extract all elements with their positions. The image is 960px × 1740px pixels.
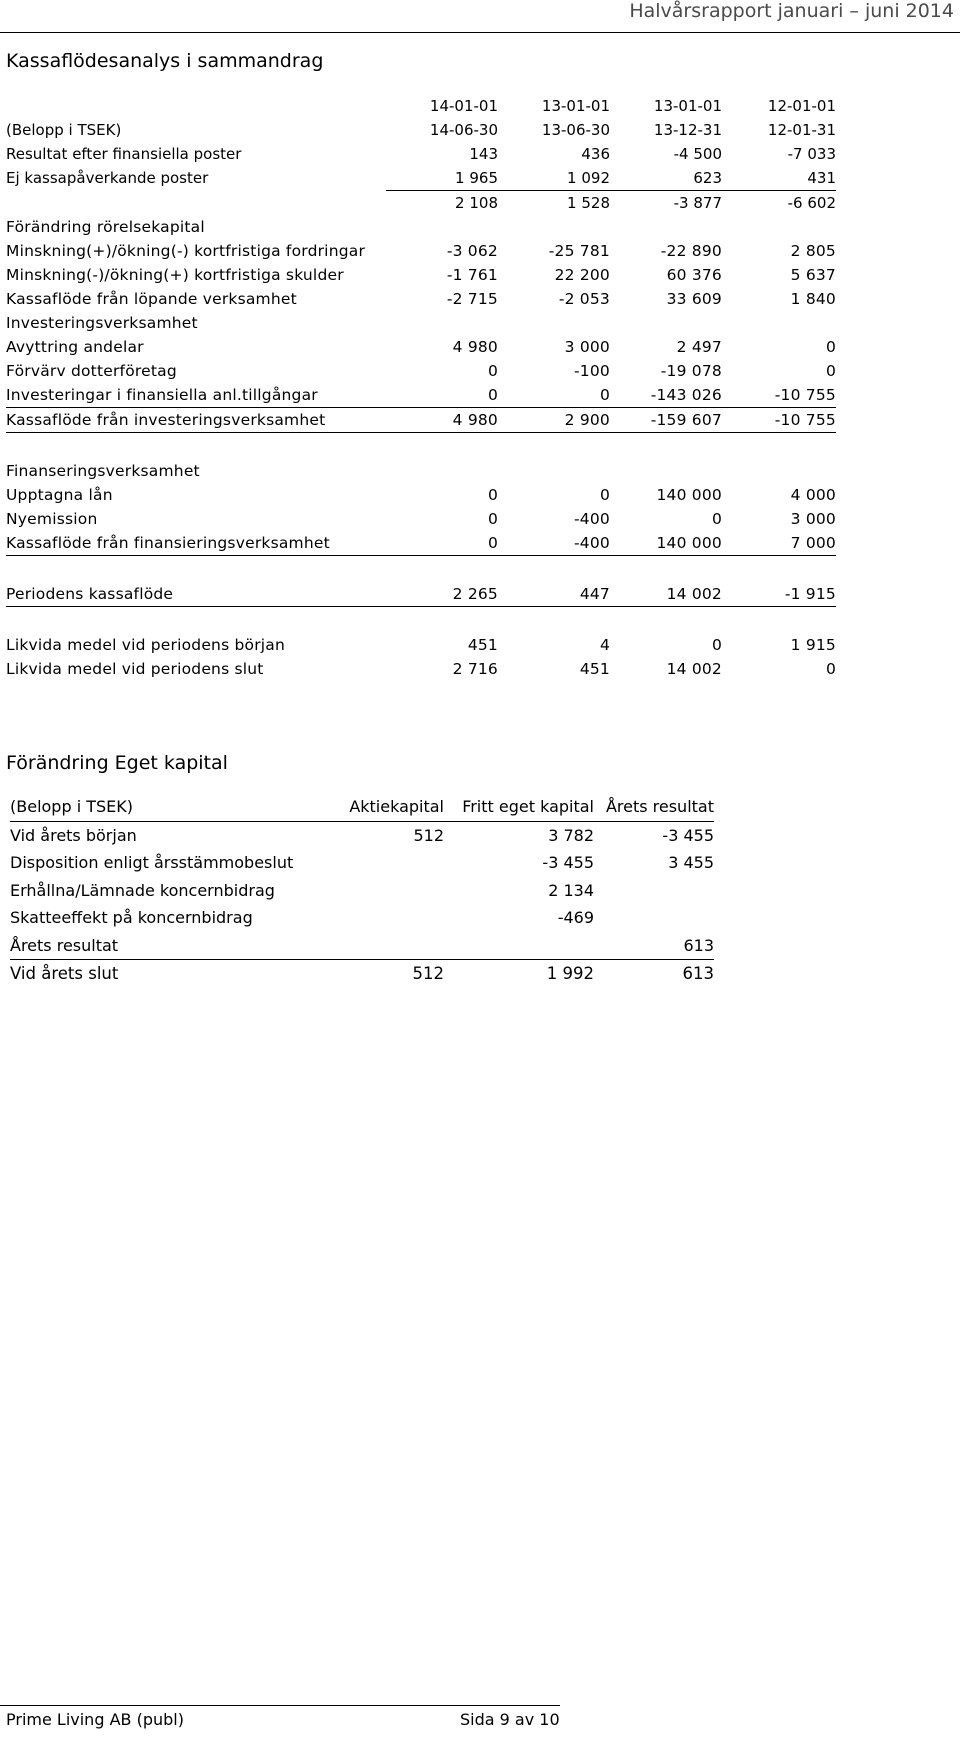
row-value: -159 607 [610,408,722,433]
row-value: 0 [386,531,498,556]
row-value: 143 [469,145,498,163]
footer-company: Prime Living AB (publ) [6,1710,184,1729]
row-value [334,932,444,960]
total-row [6,408,836,433]
cashflow-title: Kassaflödesanalys i sammandrag [6,50,324,72]
row-value: 623 [693,169,722,187]
row-label: Erhållna/Lämnade koncernbidrag [10,880,275,900]
equity-header-cell: (Belopp i TSEK) [10,793,334,821]
row-value: 2 108 [386,191,498,216]
row-label: Skatteeffekt på koncernbidrag [10,908,253,928]
table-row [6,166,836,191]
table-row [6,239,836,263]
row-label: Disposition enligt årsstämmobeslut [10,853,294,873]
row-value: 0 [487,486,498,504]
period-end-row [6,118,836,142]
row-label: Kassaflöde från löpande verksamhet [6,290,297,308]
row-value: -3 062 [446,242,498,260]
row-value: 4 [599,636,610,654]
row-value: 436 [581,145,610,163]
equity-header-cell: Fritt eget kapital [444,793,594,821]
row-value: 0 [487,362,498,380]
row-value: 1 965 [455,169,498,187]
period-start-cell: 13-01-01 [653,97,722,115]
period-start-cell: 13-01-01 [541,97,610,115]
equity-total-row [10,960,714,988]
row-label: Avyttring andelar [6,338,144,356]
equity-header-cell: Årets resultat [594,793,714,821]
spacer-row [6,433,836,460]
period-start-cell: 12-01-01 [767,97,836,115]
row-value: 451 [467,636,498,654]
row-value: -10 755 [722,383,836,408]
period-cashflow-row [6,582,836,607]
row-value: -1 761 [446,266,498,284]
period-start-cell: 14-01-01 [429,97,498,115]
row-value: 1 092 [567,169,610,187]
subtotal-row [6,191,836,216]
row-value: 140 000 [610,531,722,556]
row-value: 4 000 [790,486,836,504]
total-row [6,531,836,556]
section-heading-row [6,215,836,239]
row-value: 5 637 [790,266,836,284]
equity-header-cell: Aktiekapital [334,793,444,821]
row-value: 447 [498,582,610,607]
row-value: 0 [825,660,836,678]
row-value: 0 [386,383,498,408]
period-end-cell: 13-06-30 [541,121,610,139]
row-value: -1 915 [722,582,836,607]
row-value: 33 609 [666,290,722,308]
row-value: 60 376 [666,266,722,284]
row-label: Vid årets slut [10,964,119,984]
row-value: 0 [711,636,722,654]
equity-title: Förändring Eget kapital [6,752,228,774]
row-value: -400 [574,510,610,528]
row-value: 2 716 [452,660,498,678]
row-value: -3 455 [542,853,594,873]
spacer-row [6,607,836,634]
row-value [334,877,444,905]
row-value: 4 980 [452,338,498,356]
row-value: -469 [557,908,594,928]
row-value: 0 [599,486,610,504]
row-value: 14 002 [666,660,722,678]
row-value: -10 755 [722,408,836,433]
footer-divider [0,1705,560,1706]
row-value: 3 000 [790,510,836,528]
row-value: 140 000 [656,486,722,504]
table-row [6,335,836,359]
row-value: 512 [412,964,444,984]
table-row [6,287,836,311]
row-value: -143 026 [610,383,722,408]
row-value: 7 000 [722,531,836,556]
section-heading: Finanseringsverksamhet [6,462,200,480]
row-label: Likvida medel vid periodens slut [6,660,264,678]
section-heading: Investeringsverksamhet [6,314,198,332]
row-value: 1 528 [498,191,610,216]
row-label: Upptagna lån [6,486,113,504]
table-row [6,633,836,657]
period-end-cell: 13-12-31 [653,121,722,139]
row-label: Minskning(-)/ökning(+) kortfristiga skulder [6,266,344,284]
row-value: 2 805 [790,242,836,260]
spacer-row [6,556,836,583]
row-value: 3 782 [548,825,594,845]
unit-label: (Belopp i TSEK) [6,121,122,139]
row-value: -3 455 [662,825,714,845]
section-heading-row [6,311,836,335]
row-label: Årets resultat [10,932,334,960]
row-label: Kassaflöde från finansieringsverksamhet [6,531,386,556]
table-row [6,359,836,383]
row-value: 1 840 [790,290,836,308]
footer-page-number: Sida 9 av 10 [460,1710,560,1729]
table-row [6,657,836,681]
row-label: Ej kassapåverkande poster [6,169,209,188]
table-row [6,263,836,287]
row-value: -100 [574,362,610,380]
row-label: Resultat efter finansiella poster [6,145,242,163]
table-row [10,904,714,932]
period-end-cell: 12-01-31 [767,121,836,139]
table-row [6,507,836,531]
header-divider [0,32,960,33]
table-row [10,821,714,849]
equity-table [10,793,714,988]
row-label: Vid årets början [10,825,137,845]
row-label: Nyemission [6,510,98,528]
row-value: 1 915 [790,636,836,654]
period-end-cell: 14-06-30 [429,121,498,139]
row-value: 2 265 [386,582,498,607]
row-value: 2 900 [498,408,610,433]
table-row [6,383,836,408]
row-value: 4 980 [386,408,498,433]
row-label: Minskning(+)/ökning(-) kortfristiga fordringar [6,242,366,260]
table-row [10,877,714,905]
table-row [6,142,836,166]
table-row [6,483,836,507]
report-title: Halvårsrapport januari – juni 2014 [629,0,954,22]
row-value: 512 [413,825,444,845]
row-value: 14 002 [610,582,722,607]
row-value: -400 [498,531,610,556]
row-value: 431 [807,169,836,187]
section-heading: Förändring rörelsekapital [6,218,205,236]
row-value [444,932,594,960]
row-value: 2 134 [548,880,594,900]
row-value: 3 455 [668,853,714,873]
row-value: 1 992 [546,964,594,984]
row-label: Kassaflöde från investeringsverksamhet [6,408,386,433]
row-value: -4 500 [673,145,722,163]
row-label: Investeringar i finansiella anl.tillgångar [6,383,386,408]
row-value: -2 715 [446,290,498,308]
row-label: Likvida medel vid periodens början [6,636,286,654]
section-heading-row [6,459,836,483]
period-start-row [6,94,836,118]
row-value: -25 781 [548,242,610,260]
row-value: 613 [682,964,714,984]
row-value: 0 [711,510,722,528]
row-value: 2 497 [676,338,722,356]
row-value: -6 602 [722,191,836,216]
row-value [334,904,444,932]
row-value: -19 078 [660,362,722,380]
row-value: 451 [579,660,610,678]
row-label: Periodens kassaflöde [6,582,386,607]
row-value: -7 033 [787,145,836,163]
row-value: 0 [487,510,498,528]
row-value: 0 [825,362,836,380]
row-value: 22 200 [554,266,610,284]
row-value [594,904,714,932]
equity-header-row [10,793,714,821]
cashflow-table [6,94,836,681]
row-value: -2 053 [558,290,610,308]
row-label: Förvärv dotterföretag [6,362,177,380]
row-value: -22 890 [660,242,722,260]
row-value: -3 877 [610,191,722,216]
row-value: 3 000 [564,338,610,356]
row-value [334,849,444,877]
row-value: 0 [825,338,836,356]
row-value [594,877,714,905]
table-row [10,932,714,960]
row-value: 613 [594,932,714,960]
table-row [10,849,714,877]
row-value: 0 [498,383,610,408]
